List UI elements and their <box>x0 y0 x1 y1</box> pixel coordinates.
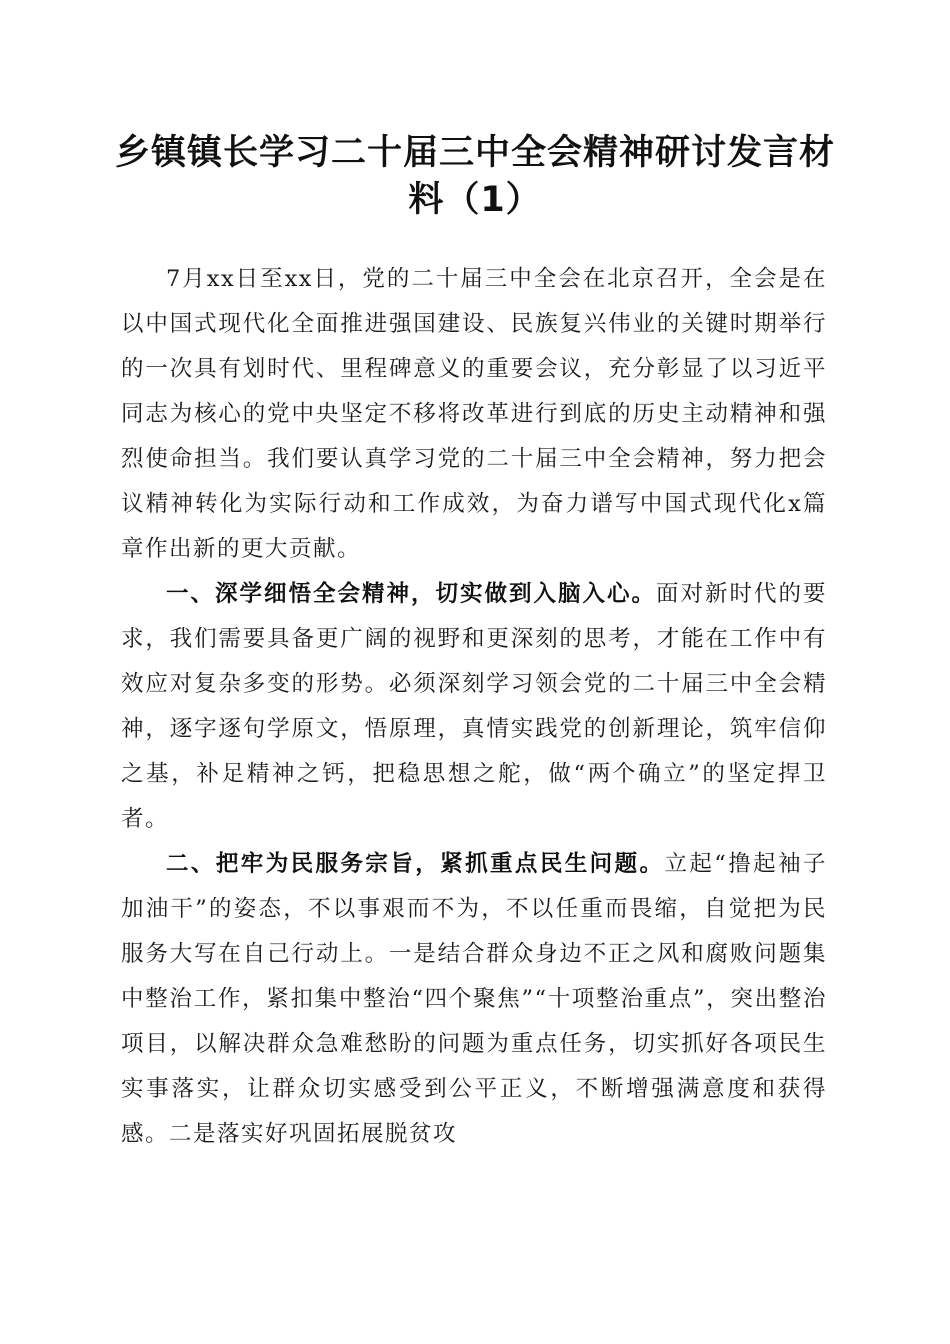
section-heading: 二、把牢为民服务宗旨，紧抓重点民生问题。 <box>166 851 665 877</box>
paragraph-intro <box>121 257 827 572</box>
paragraph-text: 面对新时代的要求，我们需要具备更广阔的视野和更深刻的思考，才能在工作中有效应对复杂多变的形势。必须深刻学习领会党的二十届三中全会精神，逐字逐句学原文，悟原理，真情实践党的创新理论，筑牢信仰之基，补足精神之钙，把稳思想之舵，做“两个确立”的坚定捍卫者。 <box>121 581 827 832</box>
paragraph-text: 7月xx日至xx日，党的二十届三中全会在北京召开，全会是在以中国式现代化全面推进强国建设、民族复兴伟业的关键时期举行的一次具有划时代、里程碑意义的重要会议，充分彰显了以习近平同志为核心的党中央坚定不移将改革进行到底的历史主动精神和强烈使命担当。我们要认真学习党的二十届三中全会精神，努力把会议精神转化为实际行动和工作成效，为奋力谱写中国式现代化x篇章作出新的更大贡献。 <box>121 266 827 562</box>
document-title: 乡镇镇长学习二十届三中全会精神研讨发言材料（1） <box>114 133 835 220</box>
section-heading: 一、深学细悟全会精神，切实做到入脑入心。 <box>166 581 656 607</box>
document-body <box>121 257 827 1157</box>
paragraph-text: 立起“撸起袖子加油干”的姿态，不以事艰而不为，不以任重而畏缩，自觉把为民服务大写在自己行动上。一是结合群众身边不正之风和腐败问题集中整治工作，紧扣集中整治“四个聚焦”“十项整治重点”，突出整治项目，以解决群众急难愁盼的问题为重点任务，切实抓好各项民生实事落实，让群众切实感受到公平正义，不断增强满意度和获得感。二是落实好巩固拓展脱贫攻 <box>121 851 827 1147</box>
paragraph-section-2 <box>121 842 827 1157</box>
paragraph-section-1 <box>121 572 827 842</box>
